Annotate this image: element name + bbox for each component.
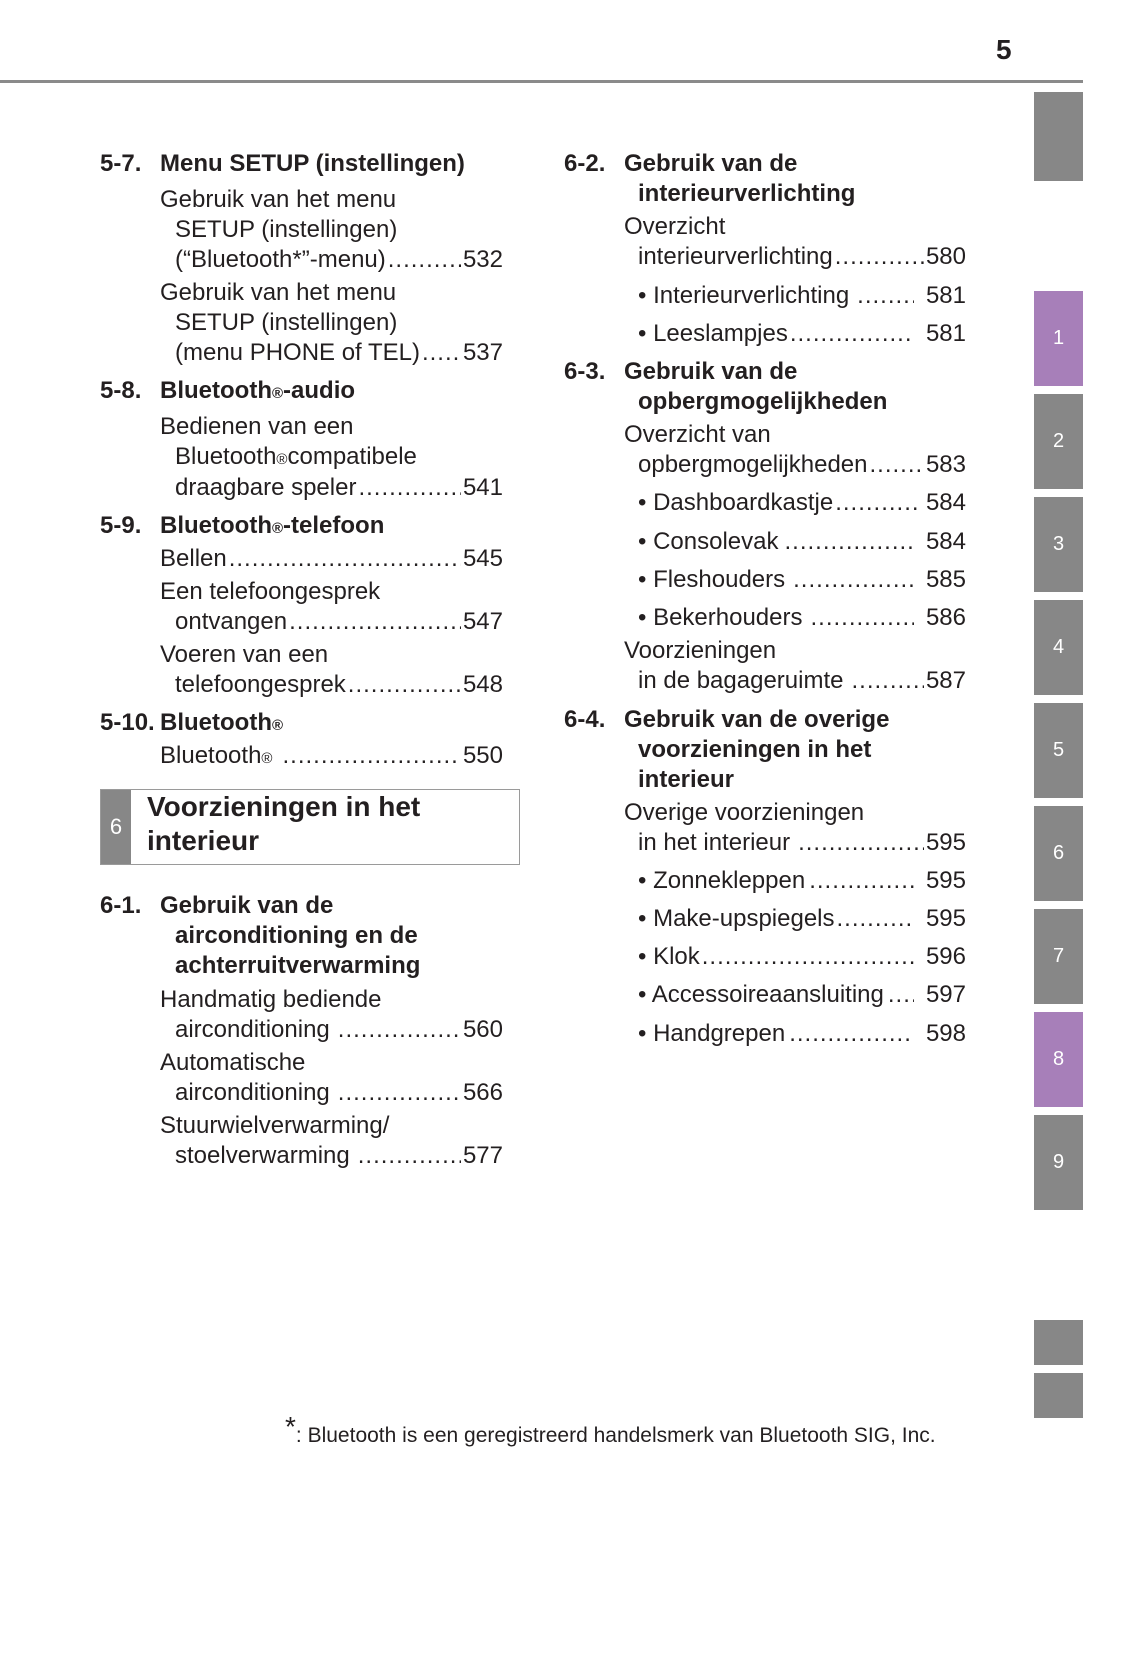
dot-leader	[388, 245, 461, 275]
page-ref: 560	[462, 1016, 503, 1043]
chapter-heading-box	[100, 789, 520, 865]
toc-entry[interactable]	[175, 1141, 503, 1171]
entry-text: in het interieur	[638, 829, 791, 856]
toc-entry[interactable]	[175, 473, 503, 503]
page-ref: 586	[925, 604, 966, 631]
page-ref: 597	[925, 981, 966, 1008]
toc-entry[interactable]: Gebruik van het menu	[160, 279, 397, 306]
section-title[interactable]: interieurverlichting	[638, 180, 856, 207]
footnote-text: : Bluetooth is een geregistreerd handelsmerk van Bluetooth SIG, Inc.	[295, 1424, 936, 1447]
toc-bullet-entry[interactable]	[638, 565, 966, 595]
dot-leader	[358, 473, 461, 503]
toc-entry[interactable]: Automatische	[160, 1049, 306, 1076]
dot-leader	[348, 670, 461, 700]
entry-text: interieurverlichting	[638, 243, 833, 270]
toc-entry[interactable]: Bedienen van een	[160, 413, 354, 440]
side-tab-3[interactable]: 3	[1034, 497, 1083, 592]
section-number: 6-4.	[564, 706, 606, 733]
entry-text: telefoongesprek	[175, 671, 346, 698]
entry-text: in de bagageruimte	[638, 667, 844, 694]
page-ref: 545	[462, 545, 503, 572]
page-ref: 583	[925, 451, 966, 478]
title-text: -audio	[283, 377, 356, 404]
entry-text: (“Bluetooth*”-menu)	[175, 246, 386, 273]
page-ref: 595	[925, 905, 966, 932]
entry-text: • Fleshouders	[638, 566, 786, 593]
toc-entry[interactable]	[160, 544, 503, 574]
section-number: 5-9.	[100, 512, 142, 539]
toc-bullet-entry[interactable]	[638, 603, 966, 633]
page-ref: 537	[462, 339, 503, 366]
page-ref: 550	[462, 742, 503, 769]
title-text: Bluetooth	[160, 512, 272, 539]
toc-entry[interactable]: Voorzieningen	[624, 637, 777, 664]
entry-text: • Bekerhouders	[638, 604, 803, 631]
dot-leader	[702, 942, 914, 972]
toc-bullet-entry[interactable]	[638, 488, 966, 518]
toc-entry[interactable]	[175, 1015, 503, 1045]
toc-entry[interactable]	[638, 242, 966, 272]
dot-leader	[282, 741, 460, 771]
side-tab-4[interactable]: 4	[1034, 600, 1083, 695]
toc-entry[interactable]: Bluetooth ® compatibele	[175, 443, 417, 470]
side-tab-index[interactable]	[1034, 1320, 1083, 1365]
toc-entry[interactable]: Bluetooth ® ..... 550	[160, 741, 503, 771]
section-title[interactable]: Bluetooth ® -audio	[160, 377, 356, 404]
toc-entry[interactable]: SETUP (instellingen)	[175, 216, 398, 243]
toc-entry[interactable]: Voeren van een	[160, 641, 329, 668]
page-ref: 598	[925, 1020, 966, 1047]
entry-text: • Zonnekleppen	[638, 867, 806, 894]
title-text: Bluetooth	[160, 709, 272, 736]
toc-bullet-entry[interactable]	[638, 980, 966, 1010]
toc-entry[interactable]	[638, 828, 966, 858]
page-ref: 595	[925, 829, 966, 856]
dot-leader	[784, 527, 913, 557]
toc-entry[interactable]: SETUP (instellingen)	[175, 309, 398, 336]
entry-text: • Leeslampjes	[638, 320, 788, 347]
entry-text: compatibele	[287, 443, 417, 470]
section-title[interactable]: Gebruik van de overige	[624, 706, 890, 733]
dot-leader	[851, 666, 923, 696]
side-tab-5[interactable]: 5	[1034, 703, 1083, 798]
dot-leader	[870, 450, 924, 480]
chapter-title-line: Voorzieningen in het	[147, 791, 421, 822]
section-title[interactable]: Gebruik van de	[160, 892, 334, 919]
page-ref: 547	[462, 608, 503, 635]
page-ref: 581	[925, 320, 966, 347]
toc-entry[interactable]: Stuurwielverwarming/	[160, 1112, 390, 1139]
toc-entry[interactable]	[175, 670, 503, 700]
toc-entry[interactable]: Gebruik van het menu	[160, 186, 397, 213]
dot-leader	[789, 1019, 914, 1049]
page-ref: 596	[925, 943, 966, 970]
page-ref: 541	[462, 474, 503, 501]
toc-entry[interactable]: Een telefoongesprek	[160, 578, 381, 605]
toc-entry[interactable]: Handmatig bediende	[160, 986, 382, 1013]
toc-entry[interactable]	[638, 666, 966, 696]
title-text: -telefoon	[283, 512, 385, 539]
toc-bullet-entry[interactable]	[638, 527, 966, 557]
side-tab-7[interactable]: 7	[1034, 909, 1083, 1004]
chapter-title-line: interieur	[147, 825, 260, 856]
toc-entry[interactable]	[175, 245, 503, 275]
dot-leader	[837, 904, 914, 934]
toc-entry[interactable]	[638, 450, 966, 480]
entry-text: draagbare speler	[175, 474, 357, 501]
dot-leader	[809, 866, 914, 896]
dot-leader	[338, 1015, 461, 1045]
dot-leader	[835, 488, 918, 518]
side-tab-2[interactable]: 2	[1034, 394, 1083, 489]
side-tab-8[interactable]: 8	[1034, 1012, 1083, 1107]
footnote-asterisk: *	[285, 1411, 296, 1442]
page-ref: 581	[925, 282, 966, 309]
section-number: 5-10.	[100, 709, 155, 736]
dot-leader	[289, 607, 461, 637]
side-tab-9[interactable]: 9	[1034, 1115, 1083, 1210]
entry-text: • Handgrepen	[638, 1020, 786, 1047]
section-title[interactable]: Menu SETUP (instellingen)	[160, 150, 465, 177]
page-ref: 580	[925, 243, 966, 270]
entry-text: airconditioning	[175, 1079, 330, 1106]
footnote	[285, 1412, 936, 1451]
entry-text: stoelverwarming	[175, 1142, 350, 1169]
dot-leader	[793, 565, 914, 595]
toc-bullet-entry[interactable]	[638, 904, 966, 934]
section-number: 6-2.	[564, 150, 606, 177]
page-ref: 532	[462, 246, 503, 273]
section-title[interactable]: Gebruik van de	[624, 150, 798, 177]
page-number: 5	[996, 34, 1012, 65]
entry-text: airconditioning	[175, 1016, 330, 1043]
entry-text: Bluetooth	[160, 742, 262, 769]
entry-text: • Accessoireaansluiting	[638, 981, 884, 1008]
toc-entry[interactable]: Overige voorzieningen	[624, 799, 865, 826]
side-tab-1[interactable]: 1	[1034, 291, 1083, 386]
section-number: 6-3.	[564, 358, 606, 385]
page-ref: 595	[925, 867, 966, 894]
page-ref: 584	[925, 489, 966, 516]
section-number: 5-8.	[100, 377, 142, 404]
toc-bullet-entry[interactable]	[638, 866, 966, 896]
page-ref: 585	[925, 566, 966, 593]
entry-text: • Make-upspiegels	[638, 905, 835, 932]
entry-text: (menu PHONE of TEL)	[175, 339, 420, 366]
section-number: 6-1.	[100, 892, 142, 919]
toc-entry[interactable]	[175, 607, 503, 637]
toc-bullet-entry[interactable]	[638, 942, 966, 972]
toc-entry[interactable]: Overzicht	[624, 213, 726, 240]
section-title[interactable]: Gebruik van de	[624, 358, 798, 385]
entry-text: Bluetooth	[175, 443, 277, 470]
toc-entry[interactable]: Overzicht van	[624, 421, 771, 448]
dot-leader	[798, 828, 924, 858]
side-tab-index-2[interactable]	[1034, 1373, 1083, 1418]
dot-leader	[358, 1141, 461, 1171]
section-title[interactable]: voorzieningen in het	[638, 736, 872, 763]
page-ref: 548	[462, 671, 503, 698]
section-title[interactable]: Bluetooth ® -telefoon	[160, 512, 385, 539]
dot-leader	[835, 242, 924, 272]
header-rule	[0, 80, 1083, 83]
chapter-number-tab: 6	[101, 790, 131, 864]
dot-leader	[888, 980, 914, 1010]
chapter-title	[147, 790, 420, 858]
section-title[interactable]: airconditioning en de	[175, 922, 418, 949]
dot-leader	[338, 1078, 461, 1108]
toc-bullet-entry[interactable]	[638, 319, 966, 349]
entry-text: opbergmogelijkheden	[638, 451, 868, 478]
section-title[interactable]: opbergmogelijkheden	[638, 388, 888, 415]
dot-leader	[790, 319, 914, 349]
dot-leader	[229, 544, 461, 574]
dot-leader	[857, 281, 914, 311]
toc-bullet-entry[interactable]	[638, 281, 966, 311]
entry-text: • Dashboardkastje	[638, 489, 834, 516]
side-tab-blank[interactable]	[1034, 92, 1083, 181]
section-number: 5-7.	[100, 150, 142, 177]
page-ref: 566	[462, 1079, 503, 1106]
page-ref: 587	[925, 667, 966, 694]
entry-text: • Consolevak	[638, 528, 779, 555]
entry-text: • Interieurverlichting	[638, 282, 850, 309]
toc-entry[interactable]	[175, 338, 503, 368]
dot-leader	[811, 603, 914, 633]
dot-leader	[422, 338, 461, 368]
section-title[interactable]: Bluetooth ®	[160, 709, 284, 736]
side-tab-6[interactable]: 6	[1034, 806, 1083, 901]
page-ref: 577	[462, 1142, 503, 1169]
entry-text: Bellen	[160, 545, 227, 572]
title-text: Bluetooth	[160, 377, 272, 404]
toc-entry[interactable]	[175, 1078, 503, 1108]
toc-bullet-entry[interactable]	[638, 1019, 966, 1049]
page-ref: 584	[925, 528, 966, 555]
section-title[interactable]: interieur	[638, 766, 735, 793]
entry-text: ontvangen	[175, 608, 288, 635]
entry-text: • Klok	[638, 943, 700, 970]
section-title[interactable]: achterruitverwarming	[175, 952, 421, 979]
